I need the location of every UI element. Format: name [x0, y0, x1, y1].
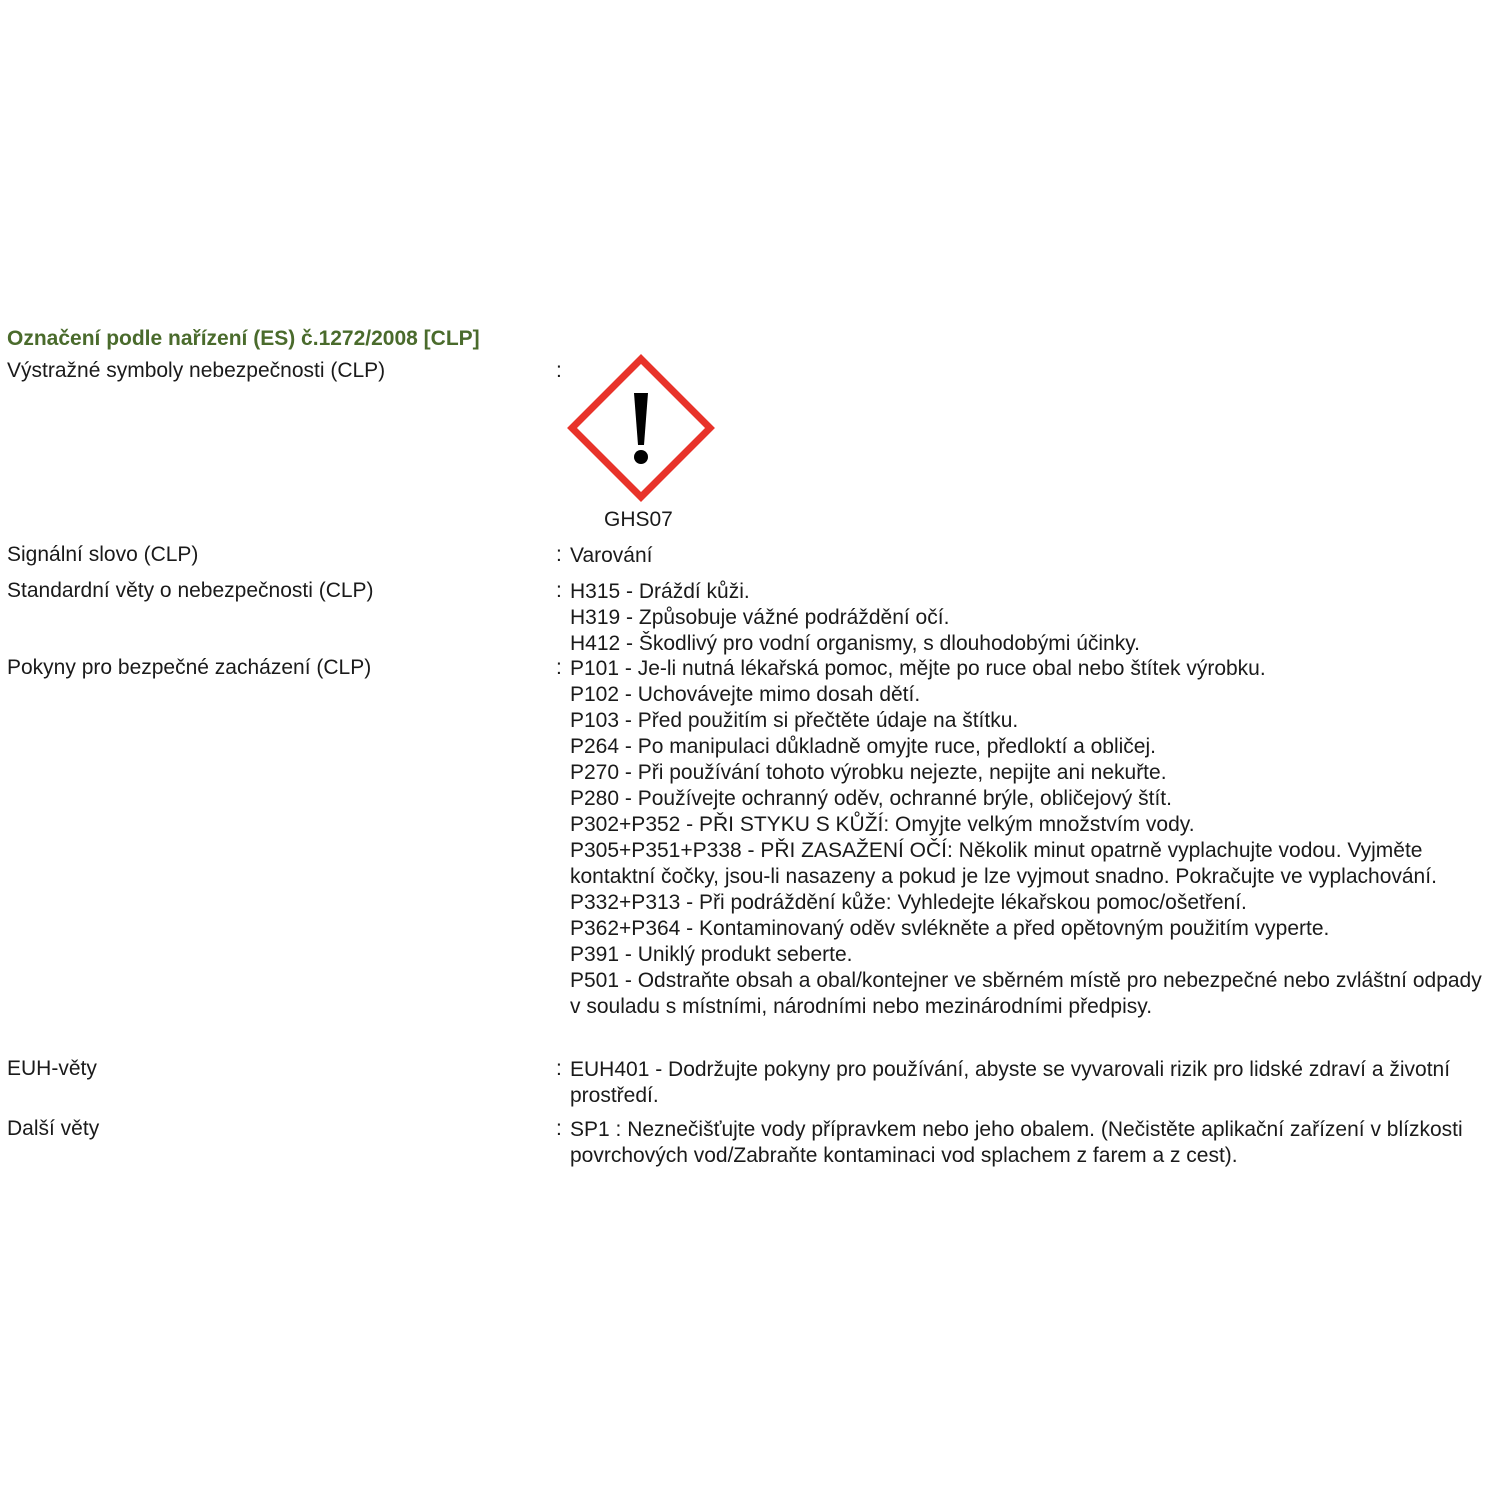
colon: : [556, 1057, 562, 1080]
colon: : [556, 359, 562, 382]
precautionary-statement: P280 - Používejte ochranný oděv, ochranné brýle, obličejový štít. [570, 787, 1172, 810]
precautionary-statement: P101 - Je-li nutná lékařská pomoc, mějte po ruce obal nebo štítek výrobku. [570, 657, 1266, 680]
precautionary-statement: P270 - Při používání tohoto výrobku nejezte, nepijte ani nekuřte. [570, 761, 1167, 784]
precautionary-statement: P264 - Po manipulaci důkladně omyjte ruce, předloktí a obličej. [570, 735, 1156, 758]
hazard-statements-label: Standardní věty o nebezpečnosti (CLP) [7, 579, 374, 602]
precautionary-statement: P102 - Uchovávejte mimo dosah dětí. [570, 683, 921, 706]
precautionary-statement: P362+P364 - Kontaminovaný oděv svlékněte a před opětovným použitím vyperte. [570, 917, 1330, 940]
hazard-statement: H315 - Dráždí kůži. [570, 580, 750, 603]
precautionary-statements-list [570, 656, 1485, 1020]
precautionary-statement: P332+P313 - Při podráždění kůže: Vyhledejte lékařskou pomoc/ošetření. [570, 891, 1247, 914]
hazard-statement: H319 - Způsobuje vážné podráždění očí. [570, 606, 950, 629]
other-statement: SP1 : Neznečišťujte vody přípravkem nebo jeho obalem. (Nečistěte aplikační zařízení v blízkosti povrchových vod/Zabraňte kontaminaci vod splachem z farem a z cest). [570, 1118, 1463, 1167]
precautionary-statement: P302+P352 - PŘI STYKU S KŮŽÍ: Omyjte velkým množstvím vody. [570, 813, 1195, 836]
other-statements-label: Další věty [7, 1117, 100, 1140]
colon: : [556, 579, 562, 602]
colon: : [556, 656, 562, 679]
pictogram-code: GHS07 [604, 508, 673, 531]
section-title: Označení podle nařízení (ES) č.1272/2008 [CLP] [7, 327, 480, 350]
precautionary-statements-label: Pokyny pro bezpečné zacházení (CLP) [7, 656, 372, 679]
hazard-statement: H412 - Škodlivý pro vodní organismy, s dlouhodobými účinky. [570, 632, 1140, 655]
precautionary-statement: P305+P351+P338 - PŘI ZASAŽENÍ OČÍ: Několik minut opatrně vyplachujte vodou. Vyjměte kontaktní čočky, jsou-li nasazeny a pokud je lze vyjmout snadno. Pokračujte ve vyplachování. [570, 839, 1437, 888]
precautionary-statement: P103 - Před použitím si přečtěte údaje na štítku. [570, 709, 1019, 732]
pictograms-label: Výstražné symboly nebezpečnosti (CLP) [7, 359, 386, 382]
signal-word-label: Signální slovo (CLP) [7, 543, 199, 566]
ghs07-exclamation-icon [566, 353, 716, 503]
colon: : [556, 543, 562, 566]
euh-statement: EUH401 - Dodržujte pokyny pro používání, abyste se vyvarovali rizik pro lidské zdraví a životní prostředí. [570, 1058, 1451, 1107]
colon: : [556, 1117, 562, 1140]
precautionary-statement: P391 - Uniklý produkt seberte. [570, 943, 853, 966]
hazard-statements-list [570, 579, 1485, 657]
signal-word-value: Varování [570, 544, 653, 567]
precautionary-statement: P501 - Odstraňte obsah a obal/kontejner ve sběrném místě pro nebezpečné nebo zvláštní odpady v souladu s místními, národními nebo mezinárodními předpisy. [570, 969, 1482, 1018]
euh-statements-label: EUH-věty [7, 1057, 97, 1080]
